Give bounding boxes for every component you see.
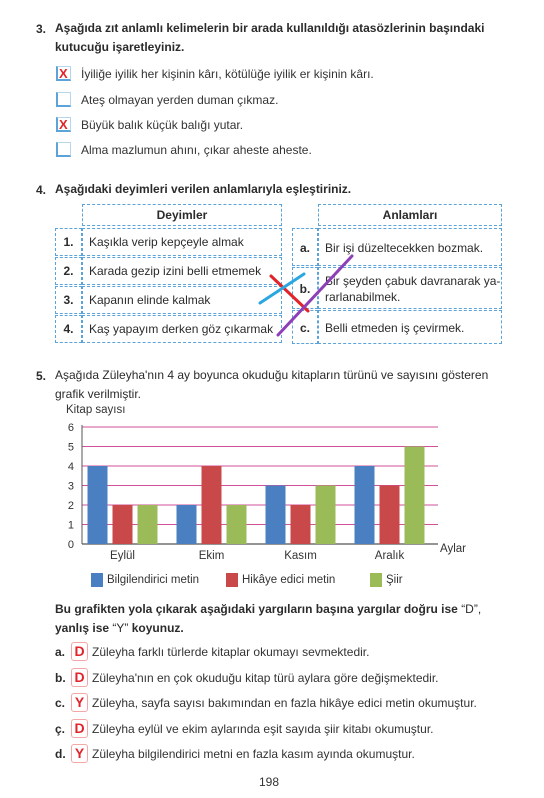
deyim-number: 1. [55,228,82,256]
instruction-y: “Y” [112,621,129,635]
question-5-prompt-line2: grafik verilmiştir. [55,387,142,401]
bar-kasım-2 [316,486,336,545]
x-tick-label: Eylül [110,550,135,562]
question-3-prompt-line1: Aşağıda zıt anlamlı kelimelerin bir arada kullanıldığı atasözlerinin başındaki [55,21,485,35]
legend-label-siir: Şiir [386,574,403,586]
bar-eylül-1 [113,505,133,544]
statement-letter: d. [55,747,66,761]
question-3-prompt-line2: kutucuğu işaretleyiniz. [55,40,185,54]
answer-box[interactable]: Y [71,693,88,712]
bar-eylül-2 [138,505,158,544]
deyim-number: 3. [55,286,82,314]
x-tick-label: Ekim [198,550,225,562]
bar-chart [40,400,500,595]
instruction-end: koyunuz. [131,621,184,635]
question-5-number: 5. [36,369,47,383]
y-tick-label: 5 [67,441,74,454]
anlamlari-header: Anlamları [318,204,502,226]
deyim-number: 2. [55,257,82,285]
question-4-number: 4. [36,183,47,197]
y-tick-label: 4 [67,461,74,473]
answer-box[interactable]: D [71,719,88,738]
question-3-number: 3. [36,22,47,36]
match-line-purple [278,256,352,335]
bar-ekim-1 [202,466,222,544]
question-5-prompt-line1: Aşağıda Züleyha'nın 4 ay boyunca okuduğu kitapların türünü ve sayısını gösteren [55,368,489,382]
legend-swatch-siir [370,573,382,587]
bar-aralık-0 [355,466,375,544]
deyimler-header: Deyimler [82,204,282,226]
y-tick-label: 6 [67,422,74,434]
page-number: 198 [259,775,280,789]
anlam-text: Bir işi düzeltecekken bozmak. [318,228,502,266]
y-tick-label: 2 [67,500,74,512]
statement-letter: c. [55,696,66,710]
bar-eylül-0 [88,466,108,544]
instruction-bold-1: Bu grafikten yola çıkarak aşağıdaki yargıların başına yargılar doğru ise [55,602,458,616]
deyim-text: Kapanın elinde kalmak [82,286,282,314]
answer-box[interactable]: D [71,642,88,661]
bar-kasım-1 [291,505,311,544]
bar-kasım-0 [266,486,286,545]
y-tick-label: 3 [67,480,74,493]
deyim-text: Karada gezip izini belli etmemek [82,257,282,285]
legend-label-bilgilendirici: Bilgilendirici metin [107,574,200,586]
statement-letter: ç. [55,722,66,736]
question-5-instruction [55,600,525,638]
x-tick-label: Kasım [284,550,317,562]
instruction-bold-2: yanlış ise [55,621,110,635]
bar-aralık-1 [380,486,400,545]
anlam-text: Belli etmeden iş çevirmek. [318,310,502,344]
y-tick-label: 1 [67,519,74,532]
anlam-text-line1: Bir şeyden çabuk davranarak ya- [325,274,501,288]
statement-text: Züleyha farklı türlerde kitaplar okumayı sevmektedir. [92,645,370,659]
legend-swatch-bilgilendirici [91,573,103,587]
statement-letter: a. [55,645,66,659]
deyim-text: Kaş yapayım derken göz çıkarmak [82,315,282,343]
option-text: Büyük balık küçük balığı yutar. [81,118,244,132]
instruction-d: “D”, [461,602,482,616]
anlam-text-line2: rarlanabilmek. [325,290,401,304]
statement-letter: b. [55,671,66,685]
bar-aralık-2 [405,447,425,545]
chart-y-ticks [68,422,74,551]
x-tick-label: Aralık [374,550,405,562]
statement-text: Züleyha eylül ve ekim aylarında eşit sayıda şiir kitabı okumuştur. [92,722,434,736]
answer-box[interactable]: Y [71,744,88,763]
option-text: Ateş olmayan yerden duman çıkmaz. [81,93,279,107]
legend-label-hikaye: Hikâye edici metin [242,574,336,586]
deyim-text: Kaşıkla verip kepçeyle almak [82,228,282,256]
chart-y-axis-label: Kitap sayısı [66,404,126,416]
chart-x-axis-label: Aylar [440,543,466,555]
statement-text: Züleyha bilgilendirici metni en fazla kasım ayında okumuştur. [92,747,415,761]
statement-text: Züleyha'nın en çok okuduğu kitap türü aylara göre değişmektedir. [92,671,439,685]
statement-text: Züleyha, sayfa sayısı bakımından en fazla hikâye edici metin okumuştur. [92,696,477,710]
chart-bars [88,447,425,545]
question-5-prompt [55,366,535,404]
option-mark: X [59,117,68,132]
anlam-letter: b. [292,267,318,309]
anlam-letter: a. [292,228,318,266]
y-tick-label: 0 [67,539,74,551]
anlam-letter: c. [292,310,318,344]
question-4-prompt: Aşağıdaki deyimleri verilen anlamlarıyla eşleştiriniz. [55,182,352,196]
option-mark: X [59,66,68,81]
bar-ekim-0 [177,505,197,544]
match-line-blue [260,274,304,303]
deyim-number: 4. [55,315,82,343]
chart-x-ticks [110,550,404,562]
answer-box[interactable]: D [71,668,88,687]
option-text: İyiliğe iyilik her kişinin kârı, kötülüğe iyilik er kişinin kârı. [81,67,374,81]
bar-ekim-2 [227,505,247,544]
legend-swatch-hikaye [226,573,238,587]
option-text: Alma mazlumun ahını, çıkar aheste aheste. [81,143,312,157]
